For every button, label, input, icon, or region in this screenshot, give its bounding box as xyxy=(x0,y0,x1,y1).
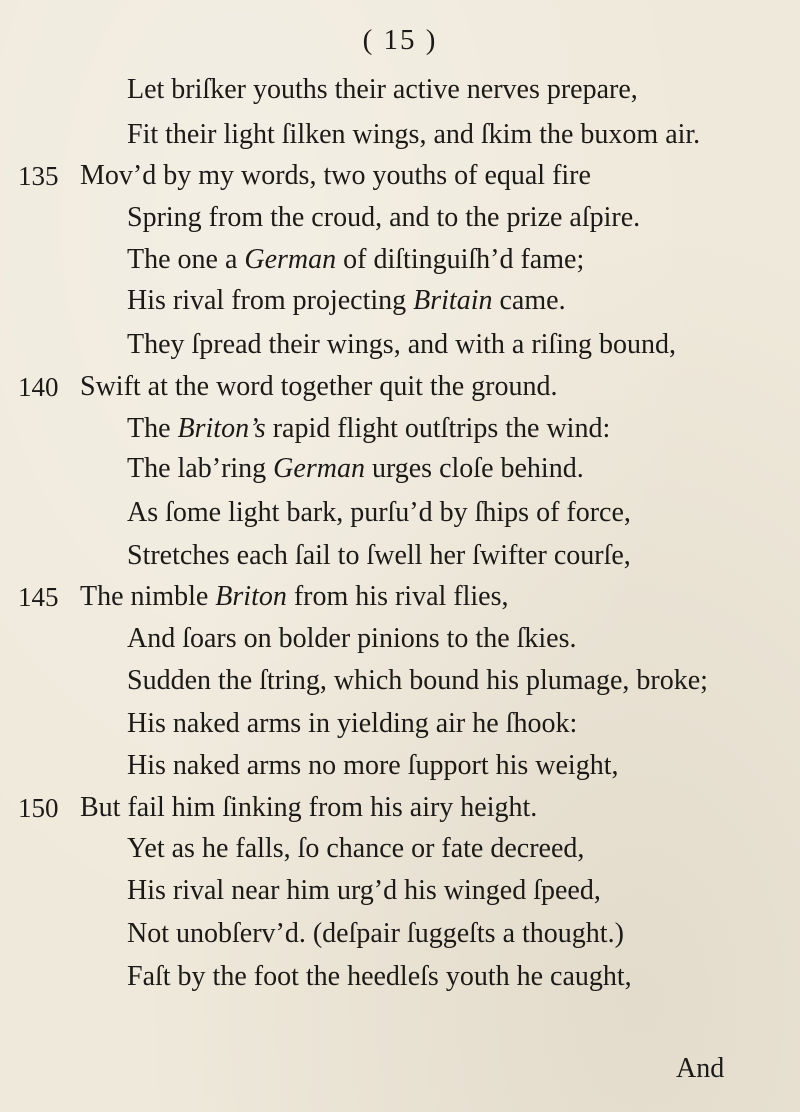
text-segment: Not unobſerv’d. (deſpair ſuggeſts a thought.) xyxy=(127,918,624,949)
line-number: 135 xyxy=(18,161,59,191)
text-segment: from his rival flies, xyxy=(286,581,509,612)
verse-text xyxy=(127,279,566,323)
verse-line xyxy=(0,827,800,871)
text-segment: Spring from the croud, and to the prize aſpire. xyxy=(127,202,641,233)
verse-line xyxy=(0,365,800,409)
text-segment: rapid flight outſtrips the wind: xyxy=(265,413,611,444)
verse-line xyxy=(0,869,800,913)
text-segment: Swift at the word together quit the ground. xyxy=(80,371,558,402)
italic-word: German xyxy=(273,453,365,484)
verse-line xyxy=(0,196,800,240)
text-segment: Mov’d by my words, two youths of equal fire xyxy=(80,160,591,191)
verse-text xyxy=(80,154,591,198)
text-segment: His naked arms in yielding air he ſhook: xyxy=(127,708,578,739)
verse-text xyxy=(127,323,676,367)
italic-word: Briton xyxy=(215,581,287,612)
text-segment: Stretches each ſail to ſwell her ſwifter courſe, xyxy=(127,540,631,571)
verse-text xyxy=(80,365,557,409)
text-segment: of diſtinguiſh’d fame; xyxy=(336,244,585,275)
text-segment: Let briſker youths their active nerves prepare, xyxy=(127,74,638,105)
verse-text xyxy=(127,491,631,535)
verse-line xyxy=(0,534,800,578)
italic-word: Briton’s xyxy=(177,413,266,444)
line-number: 150 xyxy=(18,793,59,823)
verse-line xyxy=(0,68,800,112)
text-segment: Faſt by the foot the heedleſs youth he caught, xyxy=(127,961,632,992)
verse-text xyxy=(127,744,618,788)
catchword: And xyxy=(676,1053,725,1084)
verse-text xyxy=(127,407,610,451)
text-segment: And ſoars on bolder pinions to the ſkies. xyxy=(127,623,577,654)
verse-line xyxy=(0,238,800,282)
verse-line xyxy=(0,407,800,451)
verse-line xyxy=(0,491,800,535)
verse-text xyxy=(127,68,638,112)
verse-line xyxy=(0,912,800,956)
verse-line xyxy=(0,447,800,491)
verse-text xyxy=(127,702,577,746)
text-segment: His rival from projecting xyxy=(127,285,414,316)
text-segment: Yet as he falls, ſo chance or fate decreed, xyxy=(127,833,585,864)
verse-line xyxy=(0,154,800,198)
verse-line xyxy=(0,955,800,999)
verse-line xyxy=(0,702,800,746)
page-number: ( 15 ) xyxy=(362,24,438,56)
verse-text xyxy=(127,659,708,703)
text-segment: But fail him ſinking from his airy height. xyxy=(80,792,538,823)
verse-line xyxy=(0,659,800,703)
verse-text xyxy=(127,617,577,661)
verse-line xyxy=(0,113,800,157)
text-segment: The nimble xyxy=(80,581,216,612)
verse-text xyxy=(127,196,640,240)
verse-line xyxy=(0,786,800,830)
italic-word: Britain xyxy=(413,285,493,316)
verse-text xyxy=(127,534,631,578)
text-segment: As ſome light bark, purſu’d by ſhips of force, xyxy=(127,497,631,528)
text-segment: came. xyxy=(492,285,566,316)
verse-text xyxy=(127,955,632,999)
verse-line xyxy=(0,323,800,367)
text-segment: His naked arms no more ſupport his weight, xyxy=(127,750,619,781)
verse-text xyxy=(80,786,537,830)
verse-text xyxy=(127,869,601,913)
verse-line xyxy=(0,744,800,788)
italic-word: German xyxy=(244,244,337,275)
text-segment: The xyxy=(127,413,178,444)
verse-text xyxy=(127,113,700,157)
verse-text xyxy=(127,912,624,956)
verse-line xyxy=(0,575,800,619)
verse-text xyxy=(127,827,584,871)
line-number: 140 xyxy=(18,372,59,402)
line-number: 145 xyxy=(18,582,59,612)
text-segment: His rival near him urg’d his winged ſpeed, xyxy=(127,875,601,906)
verse-text xyxy=(80,575,508,619)
verse-text xyxy=(127,447,584,491)
verse-text xyxy=(127,238,584,282)
text-segment: urges cloſe behind. xyxy=(364,453,584,484)
text-segment: They ſpread their wings, and with a riſing bound, xyxy=(127,329,676,360)
verse-line xyxy=(0,279,800,323)
verse-line xyxy=(0,617,800,661)
text-segment: Fit their light ſilken wings, and ſkim the buxom air. xyxy=(127,119,701,150)
text-segment: The one a xyxy=(127,244,245,275)
text-segment: Sudden the ſtring, which bound his plumage, broke; xyxy=(127,665,708,696)
text-segment: The lab’ring xyxy=(127,453,274,484)
